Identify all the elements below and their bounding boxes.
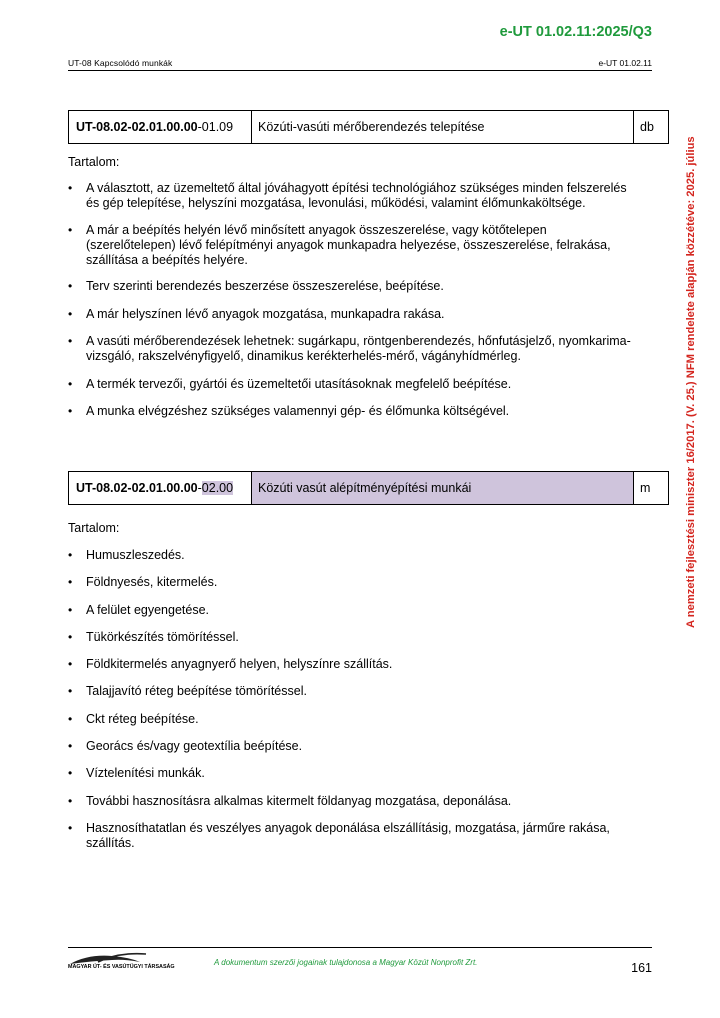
list-item: • További hasznosításra alkalmas kitermelt földanyag mozgatása, deponálása. — [68, 794, 638, 809]
item2-bullet-list — [68, 548, 638, 852]
document-code: e-UT 01.02.11:2025/Q3 — [499, 24, 652, 40]
content-label: Tartalom: — [68, 521, 120, 535]
list-item: • A vasúti mérőberendezések lehetnek: sugárkapu, röntgenberendezés, hőnfutásjelző, nyomkarima-vizsgáló, rakszelvényfigyelő, dinamikus kerékterhelés-mérő, vágányhídmérleg. — [68, 334, 638, 365]
header-doc-code: e-UT 01.02.11 — [598, 58, 652, 68]
content-label: Tartalom: — [68, 155, 120, 169]
list-item: • Terv szerinti berendezés beszerzése összeszerelése, beépítése. — [68, 279, 638, 294]
item-header-row — [68, 471, 669, 505]
list-item: • Humuszleszedés. — [68, 548, 638, 563]
list-item: • Víztelenítési munkák. — [68, 766, 638, 781]
list-item: • Földkitermelés anyagnyerő helyen, helyszínre szállítás. — [68, 657, 638, 672]
item-code-highlighted: 02.00 — [201, 481, 234, 495]
item-code-main: UT-08.02-02.01.00.00 — [76, 120, 198, 134]
item1-bullet-list — [68, 181, 638, 419]
footer-divider — [68, 947, 652, 948]
item-code-dash: - — [197, 481, 202, 495]
logo-text: MAGYAR ÚT- ÉS VASÚTÜGYI TÁRSASÁG — [68, 964, 175, 970]
item-unit: db — [640, 120, 654, 134]
list-item: • Tükörkészítés tömörítéssel. — [68, 630, 638, 645]
item-header-row — [68, 110, 669, 144]
list-item: • Hasznosíthatatlan és veszélyes anyagok deponálása elszállításig, mozgatása, járműre rakása, szállítás. — [68, 821, 638, 852]
item-description: Közúti-vasúti mérőberendezés telepítése — [252, 111, 634, 143]
item-description: Közúti vasút alépítményépítési munkái — [252, 472, 634, 504]
page-header — [68, 58, 652, 71]
page-number: 161 — [631, 961, 652, 975]
list-item: • A választott, az üzemeltető által jóváhagyott építési technológiához szükséges minden felszerelés és gép telepítése, helyszíni mozgatása, levonulási, működési, valamint élőmunkaköltsége. — [68, 181, 638, 212]
list-item: • A felület egyengetése. — [68, 603, 638, 618]
item-unit: m — [640, 481, 651, 495]
item-code-suffix: -01.09 — [197, 120, 234, 134]
list-item: • Talajjavító réteg beépítése tömörítéssel. — [68, 684, 638, 699]
item-code — [69, 472, 252, 504]
item-code — [69, 111, 252, 143]
list-item: • A már helyszínen lévő anyagok mozgatása, munkapadra rakása. — [68, 307, 638, 322]
list-item: • Ckt réteg beépítése. — [68, 712, 638, 727]
header-chapter: UT-08 Kapcsolódó munkák — [68, 58, 173, 68]
publication-notice: A nemzeti fejlesztési miniszter 16/2017. (V. 25.) NFM rendelete alapján közzétéve: 2025. július — [685, 136, 697, 628]
association-logo-icon — [68, 950, 168, 974]
list-item: • Georács és/vagy geotextília beépítése. — [68, 739, 638, 754]
copyright-notice: A dokumentum szerzői jogainak tulajdonosa a Magyar Közút Nonprofit Zrt. — [214, 958, 478, 967]
list-item: • A termék tervezői, gyártói és üzemeltetői utasításoknak megfelelő beépítése. — [68, 377, 638, 392]
list-item: • A már a beépítés helyén lévő minősített anyagok összeszerelése, vagy kötőtelepen (szerelőtelepen) lévő felépítményi anyagok munkapadra helyezése, összeszerelése, felrakása, szállítása a beépítés helyére. — [68, 223, 638, 269]
list-item: • A munka elvégzéshez szükséges valamennyi gép- és élőmunka költségével. — [68, 404, 638, 419]
list-item: • Földnyesés, kitermelés. — [68, 575, 638, 590]
item-code-main: UT-08.02-02.01.00.00 — [76, 481, 198, 495]
